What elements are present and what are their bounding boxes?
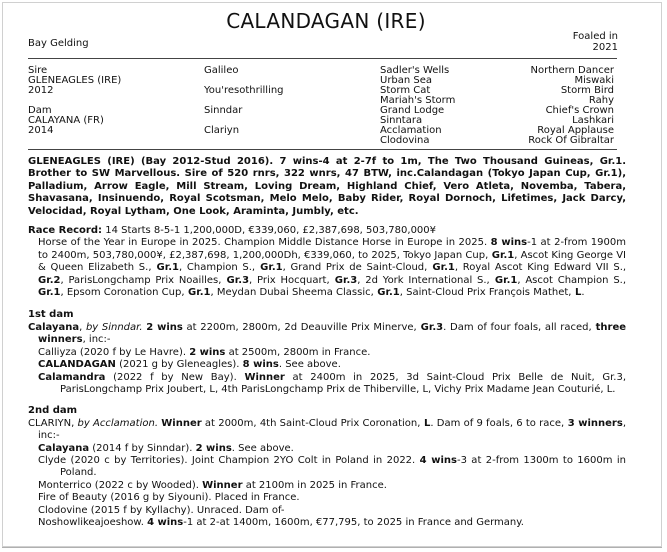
race-name: .	[581, 287, 585, 299]
sire-name: GLENEAGLES (IRE)	[28, 75, 122, 86]
race-grade: Gr.1	[255, 262, 283, 274]
progeny-wins: 4 wins	[419, 454, 457, 466]
great-grandparent: Acclamation	[380, 125, 442, 136]
race-name: , Royal Ascot King Edward VII S.,	[454, 262, 627, 274]
first-dam-heading	[28, 309, 626, 321]
progeny-detail: at 2100m in 2025 in France.	[242, 479, 387, 491]
header-divider	[28, 58, 617, 59]
ggg-parent: Miswaki	[574, 75, 614, 86]
horse-description: Bay Gelding	[28, 38, 89, 49]
grand-progeny-name: Noshowlikeajoeshow	[38, 516, 141, 528]
progeny-detail: (2020 f by Le Havre).	[76, 346, 190, 358]
progeny-entry	[28, 455, 626, 480]
progeny-wins: 8 wins	[242, 359, 279, 371]
race-grade: Gr.1	[151, 262, 180, 274]
race-grade: Gr.1	[184, 287, 211, 299]
progeny-detail: at 2400m in 2025, 3d Saint-Cloud Prix Belle de Nuit, Gr.3, ParisLongchamp Prix Joubert, L, 4th ParisLongchamp Prix de Thiberville, L, Vichy Prix Madame Jean Couturié, L.	[60, 371, 626, 395]
sire-summary: GLENEAGLES (IRE) (Bay 2012-Stud 2016). 7 wins-4 at 2-7f to 1m, The Two Thousand Guineas, Gr.1. Brother to SW Marvellous. Sire of 520 rnrs, 322 wnrs, 47 BTW, inc.Calandagan (Tokyo Japan Cup, Gr.1), Palladium, Arrow Eagle, Mill Stream, Loving Dream, Highland Chief, Vero Atleta, Novemba, Tabera, Shavasana, Insinuendo, Royal Scotsman, Melo Melo, Baby Rider, Royal Dornoch, Lifetimes, Jack Darcy, Velocidad, Royal Lytham, One Look, Araminta, Jumbly, etc.	[28, 156, 626, 217]
ggg-parent: Storm Bird	[560, 85, 614, 96]
race-name: , Saint-Cloud Prix François Mathet,	[399, 287, 572, 299]
race-grade: Gr.1	[427, 262, 455, 274]
race-record-summary: 14 Starts 8-5-1 1,200,000D, €339,060, £2,387,698, 503,780,000¥	[105, 225, 437, 237]
ggg-parent: Lashkari	[572, 115, 614, 126]
dam-role: Dam	[28, 105, 52, 116]
second-dam-text: , inc:-	[38, 417, 626, 442]
honours-text: Horse of the Year in Europe in 2025. Champion Middle Distance Horse in Europe in 2025.	[38, 237, 488, 249]
race-grade: Gr.1	[38, 287, 61, 299]
first-dam-heading-text: 1st dam	[28, 309, 74, 321]
first-dam-text: at 2200m, 2800m, 2d Deauville Prix Minerve,	[182, 321, 417, 333]
second-dam-sire: by Acclamation.	[77, 417, 158, 429]
first-dam-winners: three winners	[38, 321, 627, 346]
great-grandparent: Clodovina	[380, 135, 430, 146]
grand-progeny-text: .	[140, 516, 148, 528]
pedigree-divider	[28, 149, 617, 150]
second-dam-grade: L	[420, 417, 431, 429]
progeny-name: Monterrico	[38, 479, 92, 491]
page-title: CALANDAGAN (IRE)	[226, 9, 426, 33]
race-grade: L	[571, 287, 582, 299]
race-grade: Gr.1	[489, 274, 518, 286]
progeny-name: Calamandra	[38, 371, 106, 383]
ggg-parent: Northern Dancer	[530, 65, 614, 76]
ggg-parent: Chief's Crown	[545, 105, 614, 116]
foaled-year: 2021	[592, 42, 618, 53]
ggg-parent: Rock Of Gibraltar	[528, 135, 614, 146]
dam-year: 2014	[28, 125, 54, 136]
second-dam-entry: CLARIYN, by Acclamation. Winner at 2000m, 4th Saint-Cloud Prix Coronation, L. Dam of 9 foals, 6 to race, 3 winners, inc:-	[28, 417, 626, 442]
first-dam-progeny	[28, 347, 626, 397]
first-dam-grade: Gr.3	[416, 321, 444, 333]
progeny-wins: 2 wins	[189, 346, 226, 358]
progeny-detail: . See above.	[231, 442, 294, 454]
progeny-detail: . See above.	[278, 359, 341, 371]
second-dam-wins: Winner	[161, 417, 202, 429]
progeny-name: Clodovine	[38, 504, 88, 516]
race-record	[28, 225, 626, 299]
ggg-parent: Royal Applause	[537, 125, 614, 136]
progeny-name: Fire of Beauty	[38, 492, 108, 504]
race-name: , ParisLongchamp Prix Noailles,	[60, 274, 222, 286]
bottom-border	[2, 547, 662, 548]
second-dam-heading-text: 2nd dam	[28, 405, 78, 417]
foaled-label: Foaled in	[572, 31, 618, 42]
progeny-entry	[28, 372, 626, 397]
first-dam-wins: 2 wins	[146, 321, 183, 333]
second-dam-progeny	[28, 443, 626, 517]
dam-name: CALAYANA (FR)	[28, 115, 104, 126]
great-grandparent: Urban Sea	[380, 75, 433, 86]
race-name: , Ascot King George VI & Queen Elizabeth S.,	[38, 249, 627, 274]
second-dam-winners: 3 winners	[564, 417, 623, 429]
race-name: , Ascot Champion S.,	[517, 274, 627, 286]
great-grandparent: Sinntara	[380, 115, 423, 126]
second-dam-name: CLARIYN	[28, 417, 72, 429]
race-name: , Epsom Coronation Cup,	[60, 287, 185, 299]
granddam-maternal: Clariyn	[204, 125, 240, 136]
race-grade: Gr.1	[373, 287, 400, 299]
race-name: , Champion S.,	[179, 262, 256, 274]
sire-year: 2012	[28, 85, 54, 96]
progeny-name: Calliyza	[38, 346, 77, 358]
race-name: , 2d York International S.,	[357, 274, 490, 286]
progeny-entry	[28, 505, 626, 517]
first-dam-text: . Dam of four foals, all raced,	[443, 321, 592, 333]
first-dam-sire: by Sinndar.	[85, 321, 143, 333]
progeny-entry	[28, 492, 626, 504]
second-dam-text: . Dam of 9 foals, 6 to race,	[430, 417, 565, 429]
great-grandparent: Storm Cat	[380, 85, 431, 96]
progeny-wins: Winner	[244, 371, 285, 383]
progeny-detail: (2016 g by Siyouni). Placed in France.	[107, 492, 300, 504]
progeny-detail: (2022 f by New Bay).	[105, 371, 245, 383]
progeny-detail: (2022 c by Wooded).	[91, 479, 203, 491]
race-grade: Gr.3	[329, 274, 358, 286]
race-grade: Gr.2	[38, 274, 61, 286]
progeny-wins: Winner	[202, 479, 243, 491]
great-grandparent: Mariah's Storm	[380, 95, 456, 106]
first-dam-text: , inc:-	[82, 334, 111, 346]
sire-paragraph	[28, 156, 626, 218]
wins-detail: -1 at 2-from 1900m to 2400m, 503,780,000¥, £2,387,698, 1,200,000Dh, €339,060, to 2025, Tokyo Japan Cup,	[38, 237, 626, 261]
progeny-detail: -3 at 2-from 1300m to 1600m in Poland.	[60, 454, 626, 479]
grandsire-paternal: Galileo	[204, 65, 239, 76]
progeny-entry	[28, 359, 626, 371]
great-grandparent: Sadler's Wells	[380, 65, 450, 76]
race-record-label: Race Record:	[28, 225, 103, 237]
race-grade: Gr.1	[488, 249, 515, 261]
grand-progeny-wins: 4 wins	[147, 516, 184, 528]
progeny-name: Clyde	[38, 454, 67, 466]
progeny-name: Calayana	[38, 442, 90, 454]
progeny-wins: 2 wins	[195, 442, 232, 454]
first-dam-name: Calayana	[28, 321, 80, 333]
race-grade: Gr.3	[221, 274, 250, 286]
grand-progeny-detail: -1 at 2-at 1400m, 1600m, €77,795, to 2025 in France and Germany.	[183, 516, 524, 528]
progeny-entry	[28, 347, 626, 359]
progeny-detail: (2021 g by Gleneagles).	[115, 359, 243, 371]
progeny-name: CALANDAGAN	[38, 359, 116, 371]
sire-role: Sire	[28, 65, 48, 76]
second-dam-heading	[28, 405, 626, 417]
body-text	[28, 156, 626, 529]
second-dam-text: at 2000m, 4th Saint-Cloud Prix Coronation,	[201, 417, 421, 429]
great-grandparent: Grand Lodge	[380, 105, 445, 116]
race-name: , Meydan Dubai Sheema Classic,	[210, 287, 374, 299]
progeny-detail: (2015 f by Kyllachy). Unraced. Dam of-	[87, 504, 285, 516]
progeny-detail: at 2500m, 2800m in France.	[225, 346, 371, 358]
grand-progeny-entry	[28, 517, 626, 529]
progeny-detail: (2020 c by Territories). Joint Champion 2YO Colt in Poland in 2022.	[66, 454, 420, 466]
ggg-parent: Rahy	[588, 95, 614, 106]
grandsire-maternal: Sinndar	[204, 105, 243, 116]
race-name: , Grand Prix de Saint-Cloud,	[282, 262, 428, 274]
first-dam-entry: Calayana, by Sinndar. 2 wins at 2200m, 2800m, 2d Deauville Prix Minerve, Gr.3. Dam of four foals, all raced, three winners, inc:-	[28, 321, 627, 346]
race-name: , Prix Hocquart,	[249, 274, 330, 286]
granddam-paternal: You'resothrilling	[204, 85, 284, 96]
progeny-entry	[28, 443, 626, 455]
progeny-entry	[28, 480, 626, 492]
wins-count: 8 wins	[490, 237, 528, 249]
progeny-detail: (2014 f by Sinndar).	[89, 442, 196, 454]
